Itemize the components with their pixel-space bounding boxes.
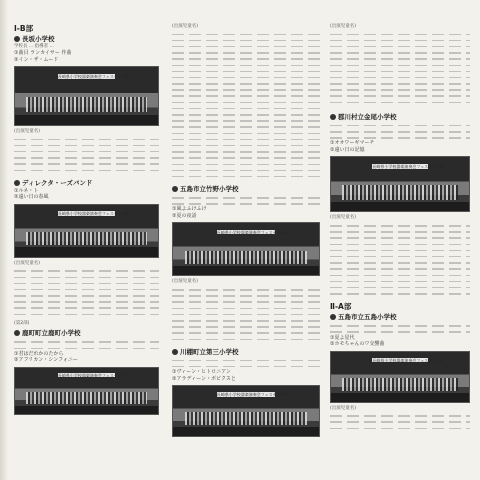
section-heading: Ⅱ-A部 [330, 302, 352, 312]
school-heading [14, 35, 159, 43]
bullet-icon [14, 180, 20, 186]
bullet-icon [172, 349, 178, 355]
photo-banner: 長崎県小学校器楽演奏会フェスティバル [57, 73, 130, 79]
photo-performers [26, 232, 146, 246]
photo-performers [342, 185, 458, 199]
school-heading [330, 113, 470, 121]
cast-label: (出演児童名) [14, 260, 41, 266]
program-line: ②遠い日の記憶 [330, 146, 365, 153]
column-1 [14, 22, 159, 418]
photo-performers [26, 97, 146, 112]
school-heading [172, 185, 320, 193]
part-heading: (第2部) [14, 320, 30, 326]
school-name: 川棚町立第三小学校 [180, 347, 239, 356]
program-line: ②夏の夜話 [172, 212, 197, 219]
column-2 [172, 22, 320, 440]
performance-photo [330, 351, 470, 403]
performance-photo [172, 222, 320, 276]
school-heading [172, 348, 320, 356]
photo-performers [26, 392, 146, 404]
school-detail: 学校長 ... 指導者 ... [14, 44, 54, 49]
bullet-icon [330, 114, 336, 120]
photo-banner: 長崎県小学校器楽演奏会フェスティバル [57, 373, 130, 379]
bullet-icon [330, 314, 336, 320]
program-line: ①風よふけふけ [172, 206, 207, 213]
photo-performers [185, 251, 308, 265]
program-line: ②イン・ザ・ムード [14, 56, 59, 63]
program-line: ②アラディーン・ボビクスと [172, 375, 236, 382]
school-name: 鹿町町立鹿町小学校 [22, 329, 81, 338]
cast-list [330, 222, 470, 296]
photo-banner: 長崎県小学校器楽演奏会フェスティバル [372, 163, 444, 169]
school-name: 長坂小学校 [22, 35, 55, 43]
program-line: ①夏よ星代 [330, 334, 355, 341]
cast-label: (出演児童名) [330, 24, 357, 29]
photo-banner: 長崎県小学校器楽演奏会フェスティバル [216, 392, 289, 398]
photo-banner: 長崎県小学校器楽演奏会フェスティバル [216, 229, 289, 235]
program-line: ①君はだれかのたから [14, 350, 64, 357]
cast-list [172, 286, 320, 342]
school-name: 五島市立竹野小学校 [180, 185, 239, 194]
program-line: ②ホモちゃんのワ交響曲 [330, 341, 385, 348]
performance-photo [14, 204, 159, 258]
bullet-icon [14, 36, 20, 42]
program-line: ①ルネ・ト [14, 187, 39, 194]
school-name: 郡川村立金尾小学校 [338, 112, 397, 121]
performance-photo [172, 385, 320, 437]
cast-list [172, 31, 320, 180]
cast-label: (出演児童名) [14, 129, 41, 134]
photo-performers [185, 412, 308, 425]
performance-photo [330, 156, 470, 212]
program-line: ②アフリカン・シンフォニー [14, 357, 78, 364]
photo-performers [342, 378, 458, 391]
school-name: ディレクタ・ーズバンド [22, 178, 93, 187]
program-line: ①曲目 ランカイサー 作曲 [14, 50, 72, 56]
bullet-icon [172, 186, 178, 192]
bullet-icon [14, 330, 20, 336]
cast-label: (出演児童名) [172, 279, 199, 285]
cast-list [14, 136, 159, 173]
performance-photo [14, 367, 159, 415]
program-line: ①オオワーギマーチ [330, 140, 375, 147]
page-gutter [0, 0, 8, 480]
column-3 [330, 22, 470, 431]
cast-label: (出演児童名) [172, 24, 199, 29]
school-heading [14, 329, 159, 337]
photo-banner: 長崎県小学校器楽演奏会フェスティバル [57, 210, 130, 216]
cast-label: (出演児童名) [330, 405, 357, 411]
section-heading: Ⅰ-B部 [14, 24, 34, 33]
performance-photo [14, 66, 159, 126]
program-line: ①ヴィーン・ヒトロニアン [172, 369, 231, 376]
cast-label: (出演児童名) [330, 215, 357, 221]
cast-list [330, 412, 470, 431]
cast-list [14, 267, 159, 317]
school-heading [330, 313, 470, 321]
school-heading [14, 179, 159, 187]
school-name: 五島市立五島小学校 [338, 313, 397, 322]
program-line: ②遠い日の春風 [14, 194, 49, 201]
photo-banner: 長崎県小学校器楽演奏会フェスティバル [372, 357, 444, 363]
cast-list [330, 31, 470, 105]
